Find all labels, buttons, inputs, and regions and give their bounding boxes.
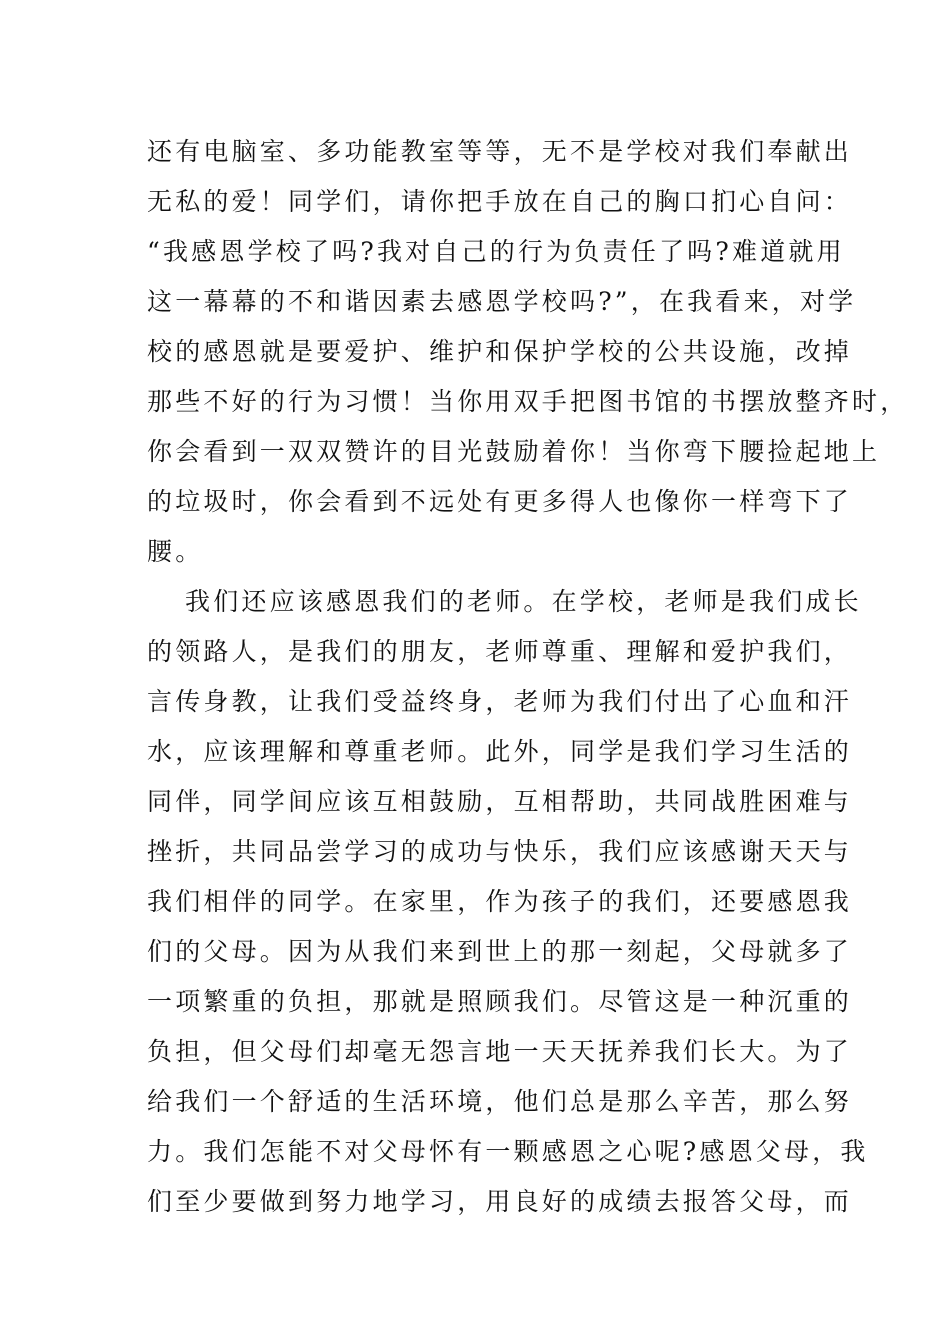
- text-line: 给我们一个舒适的生活环境，他们总是那么辛苦，那么努: [147, 1087, 853, 1116]
- text-line: 校的感恩就是要爱护、维护和保护学校的公共设施，改掉: [147, 337, 853, 366]
- text-line: 挫折，共同品尝学习的成功与快乐，我们应该感谢天天与: [147, 837, 853, 866]
- text-line: 我们相伴的同学。在家里，作为孩子的我们，还要感恩我: [147, 887, 853, 916]
- text-line: 力。我们怎能不对父母怀有一颗感恩之心呢?感恩父母，我: [147, 1137, 869, 1166]
- text-line: 你会看到一双双赞许的目光鼓励着你！当你弯下腰捡起地上: [147, 437, 881, 466]
- text-line: “我感恩学校了吗?我对自己的行为负责任了吗?难道就用: [147, 237, 845, 266]
- text-line: 同伴，同学间应该互相鼓励，互相帮助，共同战胜困难与: [147, 787, 853, 816]
- text-line: 言传身教，让我们受益终身，老师为我们付出了心血和汗: [147, 687, 853, 716]
- text-line: 这一幕幕的不和谐因素去感恩学校吗?”，在我看来，对学: [147, 287, 857, 316]
- text-line: 腰。: [147, 537, 204, 566]
- text-line: 无私的爱！同学们，请你把手放在自己的胸口扪心自问：: [147, 187, 853, 216]
- text-line: 的领路人，是我们的朋友，老师尊重、理解和爱护我们，: [147, 637, 853, 666]
- text-line: 水，应该理解和尊重老师。此外，同学是我们学习生活的: [147, 737, 853, 766]
- text-line: 那些不好的行为习惯！当你用双手把图书馆的书摆放整齐时，: [147, 387, 909, 416]
- text-line: 一项繁重的负担，那就是照顾我们。尽管这是一种沉重的: [147, 987, 853, 1016]
- text-line: 们的父母。因为从我们来到世上的那一刻起，父母就多了: [147, 937, 853, 966]
- text-line: 的垃圾时，你会看到不远处有更多得人也像你一样弯下了: [147, 487, 853, 516]
- paragraph-start-line: 我们还应该感恩我们的老师。在学校，老师是我们成长: [185, 587, 862, 616]
- text-line: 还有电脑室、多功能教室等等，无不是学校对我们奉献出: [147, 137, 853, 166]
- text-line: 们至少要做到努力地学习，用良好的成绩去报答父母，而: [147, 1187, 853, 1216]
- text-line: 负担，但父母们却毫无怨言地一天天抚养我们长大。为了: [147, 1037, 853, 1066]
